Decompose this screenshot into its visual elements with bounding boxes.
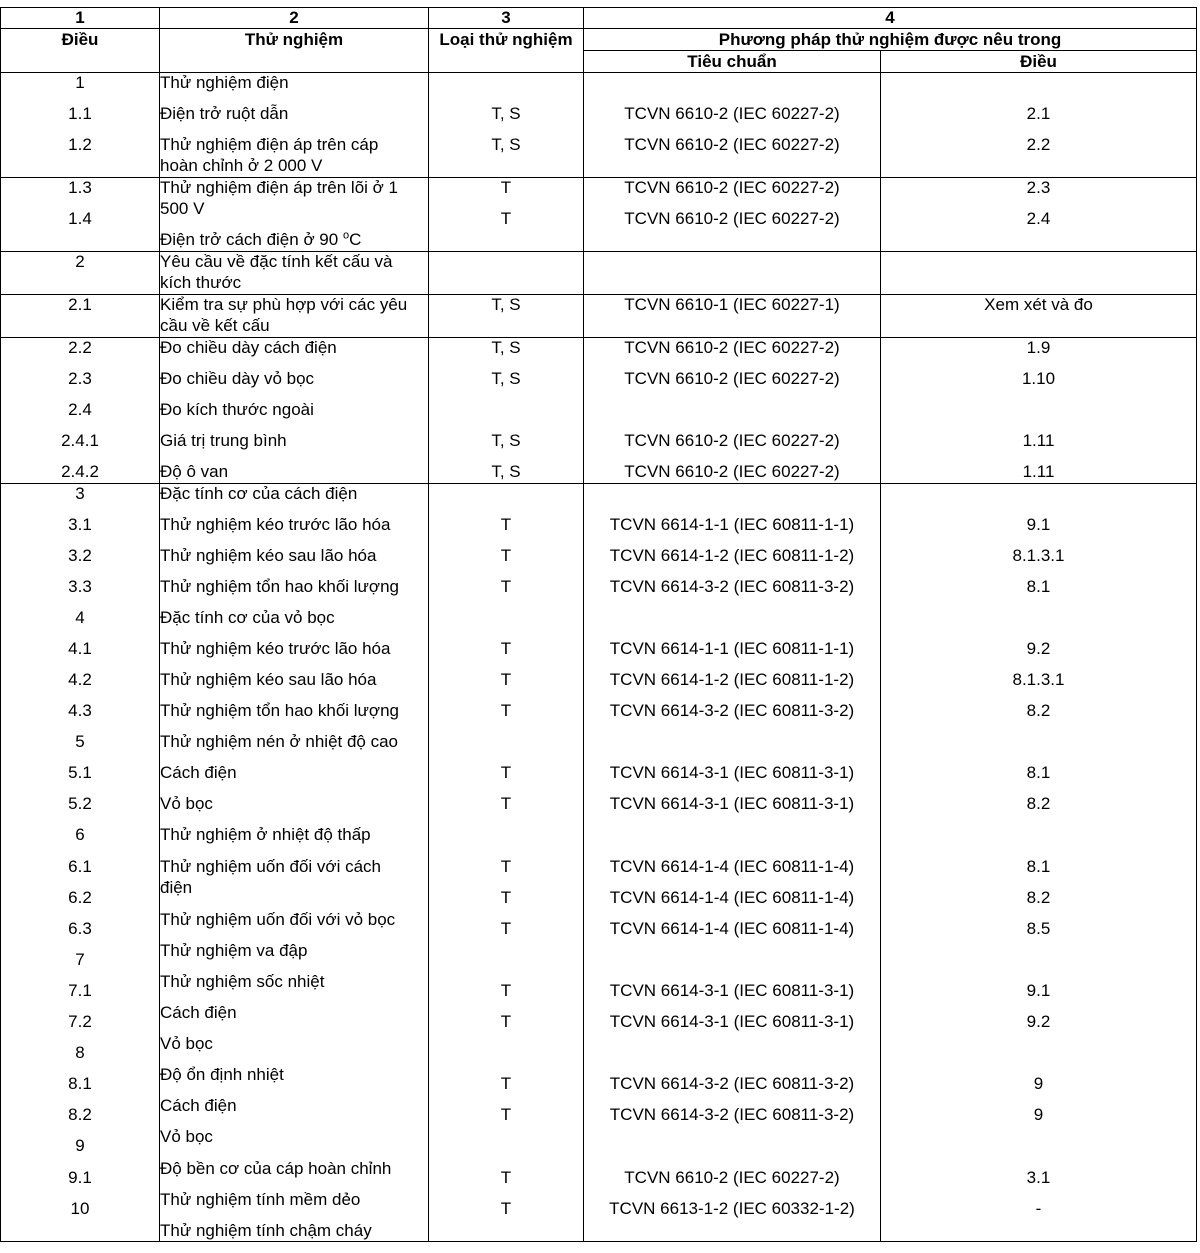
- clause-number: 7.1: [68, 981, 92, 1000]
- test-standard: TCVN 6610-2 (IEC 60227-2): [624, 431, 840, 450]
- clause-number: 2.4.1: [61, 431, 99, 450]
- standard-clause: 9.2: [1026, 639, 1051, 658]
- test-standard: TCVN 6614-3-2 (IEC 60811-3-2): [609, 577, 855, 596]
- clause-number: 4.2: [68, 670, 92, 689]
- test-type: T: [500, 888, 512, 907]
- clause-number: 3.1: [68, 515, 92, 534]
- test-name: Vỏ bọc: [160, 1127, 213, 1146]
- standard-clause: 2.2: [1026, 135, 1051, 154]
- standard-clause: 8.1.3.1: [1012, 546, 1065, 565]
- standard-clause: Xem xét và đo: [984, 295, 1093, 314]
- clause-number: 4: [75, 608, 85, 627]
- test-standard: TCVN 6614-1-4 (IEC 60811-1-4): [609, 919, 855, 938]
- test-type: T: [500, 763, 512, 782]
- test-type: T: [500, 1074, 512, 1093]
- test-type: T, S: [491, 338, 521, 357]
- clause-number: 5.1: [68, 763, 92, 782]
- clause-number: 6.3: [68, 919, 92, 938]
- test-standard: TCVN 6610-2 (IEC 60227-2): [624, 135, 840, 154]
- test-name: Thử nghiệm nén ở nhiệt độ cao: [160, 732, 399, 751]
- test-name: Cách điện: [160, 763, 237, 782]
- test-type: T, S: [491, 462, 521, 481]
- standard-clause: 2.4: [1026, 209, 1051, 228]
- column-number-2: 2: [289, 8, 299, 27]
- test-type: T: [500, 577, 512, 596]
- test-name: Thử nghiệm uốn đối với cách: [160, 857, 381, 876]
- test-name: hoàn chỉnh ở 2 000 V: [160, 156, 323, 175]
- test-standard: TCVN 6614-1-4 (IEC 60811-1-4): [609, 888, 855, 907]
- test-type: T, S: [491, 135, 521, 154]
- test-type: T: [500, 701, 512, 720]
- test-standard: TCVN 6610-1 (IEC 60227-1): [624, 295, 840, 314]
- test-name: Đặc tính cơ của vỏ bọc: [160, 608, 335, 627]
- header-dieu: Điều: [61, 30, 99, 49]
- test-standard: TCVN 6614-3-1 (IEC 60811-3-1): [609, 794, 855, 813]
- test-name: Thử nghiệm kéo sau lão hóa: [160, 546, 377, 565]
- standard-clause: 8.2: [1026, 701, 1051, 720]
- test-type: T: [500, 515, 512, 534]
- clause-number: 7.2: [68, 1012, 92, 1031]
- test-standard: TCVN 6610-2 (IEC 60227-2): [624, 462, 840, 481]
- test-name: Điện trở ruột dẫn: [160, 104, 289, 123]
- test-type: T: [500, 1199, 512, 1218]
- clause-number: 2: [75, 252, 85, 271]
- clause-number: 5.2: [68, 794, 92, 813]
- standard-clause: 9: [1033, 1105, 1044, 1124]
- test-name: Thử nghiệm ở nhiệt độ thấp: [160, 825, 371, 844]
- clause-number: 2.3: [68, 369, 92, 388]
- standard-clause: 8.1: [1026, 763, 1051, 782]
- standard-clause: 8.2: [1026, 794, 1051, 813]
- clause-number: 1.2: [68, 135, 92, 154]
- clause-number: 3: [75, 484, 85, 503]
- clause-number: 5: [75, 732, 85, 751]
- test-name: Đo kích thước ngoài: [160, 400, 314, 419]
- clause-number: 1: [75, 73, 85, 92]
- test-name: Kiểm tra sự phù hợp với các yêu: [160, 295, 408, 314]
- test-name: Thử nghiệm kéo trước lão hóa: [160, 639, 391, 658]
- clause-number: 10: [70, 1199, 90, 1218]
- test-standard: TCVN 6610-2 (IEC 60227-2): [624, 209, 840, 228]
- clause-number: 9: [75, 1136, 85, 1155]
- clause-number: 2.1: [68, 295, 92, 314]
- test-type: T: [500, 178, 512, 197]
- test-name: điện: [160, 878, 193, 897]
- test-name: Thử nghiệm tổn hao khối lượng: [160, 577, 399, 596]
- test-name: Vỏ bọc: [160, 794, 213, 813]
- test-type: T: [500, 794, 512, 813]
- test-standard: TCVN 6614-3-2 (IEC 60811-3-2): [609, 1074, 855, 1093]
- standard-clause: 8.1: [1026, 577, 1051, 596]
- column-number-3: 3: [501, 8, 511, 27]
- test-name: Vỏ bọc: [160, 1034, 213, 1053]
- test-name: Thử nghiệm va đập: [160, 941, 308, 960]
- clause-number: 4.3: [68, 701, 92, 720]
- standard-clause: 9.1: [1026, 515, 1051, 534]
- standard-clause: 1.11: [1022, 462, 1055, 481]
- test-name: 500 V: [160, 199, 205, 218]
- header-loai-thu-nghiem: Loại thử nghiệm: [439, 30, 573, 49]
- test-name: Độ bền cơ của cáp hoàn chỉnh: [160, 1159, 392, 1178]
- test-standard: TCVN 6614-1-1 (IEC 60811-1-1): [609, 515, 855, 534]
- test-standard: TCVN 6614-3-1 (IEC 60811-3-1): [609, 981, 855, 1000]
- degree-unit: C: [349, 230, 362, 249]
- standard-clause: 3.1: [1026, 1168, 1051, 1187]
- test-name: Đặc tính cơ của cách điện: [160, 484, 358, 503]
- clause-number: 6: [75, 825, 85, 844]
- header-phuong-phap: Phương pháp thử nghiệm được nêu trong: [718, 30, 1062, 49]
- test-name: Thử nghiệm điện: [160, 73, 289, 92]
- test-name: Giá trị trung bình: [160, 431, 287, 450]
- test-type: T: [500, 670, 512, 689]
- header-thu-nghiem: Thử nghiệm: [244, 30, 344, 49]
- test-standard: TCVN 6613-1-2 (IEC 60332-1-2): [609, 1199, 855, 1218]
- test-type: T: [500, 1168, 512, 1187]
- test-type: T: [500, 981, 512, 1000]
- standard-clause: 2.3: [1026, 178, 1051, 197]
- test-standard: TCVN 6610-2 (IEC 60227-2): [624, 369, 840, 388]
- standard-clause: 8.1: [1026, 857, 1051, 876]
- test-name: Cách điện: [160, 1096, 237, 1115]
- standard-clause: 9.2: [1026, 1012, 1051, 1031]
- test-name: Cách điện: [160, 1003, 237, 1022]
- test-name: cầu về kết cấu: [160, 316, 270, 335]
- standard-clause: 9: [1033, 1074, 1044, 1093]
- test-name: Độ ô van: [160, 462, 229, 481]
- test-name: Thử nghiệm uốn đối với vỏ bọc: [160, 910, 396, 929]
- test-type: T: [500, 639, 512, 658]
- clause-number: 2.4: [68, 400, 92, 419]
- test-type: T: [500, 1012, 512, 1031]
- rule: [0, 1241, 1197, 1242]
- standard-clause: 1.11: [1022, 431, 1055, 450]
- test-name: Thử nghiệm tính chậm cháy: [160, 1221, 372, 1240]
- test-type: T: [500, 857, 512, 876]
- clause-number: 4.1: [68, 639, 92, 658]
- test-name: Thử nghiệm kéo trước lão hóa: [160, 515, 391, 534]
- clause-number: 6.2: [68, 888, 92, 907]
- test-type: T, S: [491, 104, 521, 123]
- test-name: Thử nghiệm kéo sau lão hóa: [160, 670, 377, 689]
- clause-number: 3.3: [68, 577, 92, 596]
- test-type: T, S: [491, 431, 521, 450]
- clause-number: 8.1: [68, 1074, 92, 1093]
- standard-clause: 8.5: [1026, 919, 1051, 938]
- column-number-4: 4: [885, 8, 895, 27]
- standard-clause: 8.1.3.1: [1012, 670, 1065, 689]
- clause-number: 8.2: [68, 1105, 92, 1124]
- clause-number: 1.1: [68, 104, 92, 123]
- test-standard: TCVN 6614-1-4 (IEC 60811-1-4): [609, 857, 855, 876]
- standard-clause: 1.10: [1021, 369, 1056, 388]
- test-name: Độ ổn định nhiệt: [160, 1065, 284, 1084]
- clause-number: 2.2: [68, 338, 92, 357]
- standard-clause: 9.1: [1026, 981, 1051, 1000]
- test-standard: TCVN 6614-3-2 (IEC 60811-3-2): [609, 1105, 855, 1124]
- test-type: T: [500, 546, 512, 565]
- test-standard: TCVN 6614-3-2 (IEC 60811-3-2): [609, 701, 855, 720]
- standard-clause: 2.1: [1026, 104, 1051, 123]
- clause-number: 1.4: [68, 209, 92, 228]
- test-type: T, S: [491, 369, 521, 388]
- test-name: Thử nghiệm sốc nhiệt: [160, 972, 325, 991]
- clause-number: 6.1: [68, 857, 92, 876]
- test-standard: TCVN 6614-1-2 (IEC 60811-1-2): [609, 546, 855, 565]
- test-type: T, S: [491, 295, 521, 314]
- test-name: Thử nghiệm điện áp trên lõi ở 1: [160, 178, 398, 197]
- degree-superscript: o: [342, 229, 350, 242]
- test-standard: TCVN 6614-1-1 (IEC 60811-1-1): [609, 639, 855, 658]
- test-standard: TCVN 6610-2 (IEC 60227-2): [624, 104, 840, 123]
- test-standard: TCVN 6610-2 (IEC 60227-2): [624, 338, 840, 357]
- test-type: T: [500, 919, 512, 938]
- header-tieu-chuan: Tiêu chuẩn: [687, 52, 777, 71]
- test-name: Đo chiều dày cách điện: [160, 338, 337, 357]
- clause-number: 1.3: [68, 178, 92, 197]
- test-name: Thử nghiệm tổn hao khối lượng: [160, 701, 399, 720]
- clause-number: 9.1: [68, 1168, 92, 1187]
- test-standard: TCVN 6614-1-2 (IEC 60811-1-2): [609, 670, 855, 689]
- standard-clause: -: [1035, 1199, 1042, 1218]
- clause-number: 3.2: [68, 546, 92, 565]
- column-number-1: 1: [75, 8, 85, 27]
- test-name-text: Điện trở cách điện ở 90: [160, 230, 339, 249]
- test-name: [160, 229, 361, 250]
- standard-clause: 8.2: [1026, 888, 1051, 907]
- header-dieu-2: Điều: [1020, 52, 1057, 71]
- test-name: Thử nghiệm tính mềm dẻo: [160, 1190, 361, 1209]
- test-name: Yêu cầu về đặc tính kết cấu và: [160, 252, 393, 271]
- test-type: T: [500, 209, 512, 228]
- test-standard: TCVN 6610-2 (IEC 60227-2): [624, 178, 840, 197]
- test-standard: TCVN 6614-3-1 (IEC 60811-3-1): [609, 763, 855, 782]
- test-standard: TCVN 6610-2 (IEC 60227-2): [624, 1168, 840, 1187]
- test-type: T: [500, 1105, 512, 1124]
- standard-clause: 1.9: [1026, 338, 1051, 357]
- test-name: Đo chiều dày vỏ bọc: [160, 369, 315, 388]
- clause-number: 2.4.2: [61, 462, 99, 481]
- test-standard: TCVN 6614-3-1 (IEC 60811-3-1): [609, 1012, 855, 1031]
- test-name: kích thước: [160, 273, 242, 292]
- test-name: Thử nghiệm điện áp trên cáp: [160, 135, 379, 154]
- clause-number: 7: [75, 950, 85, 969]
- clause-number: 8: [75, 1043, 85, 1062]
